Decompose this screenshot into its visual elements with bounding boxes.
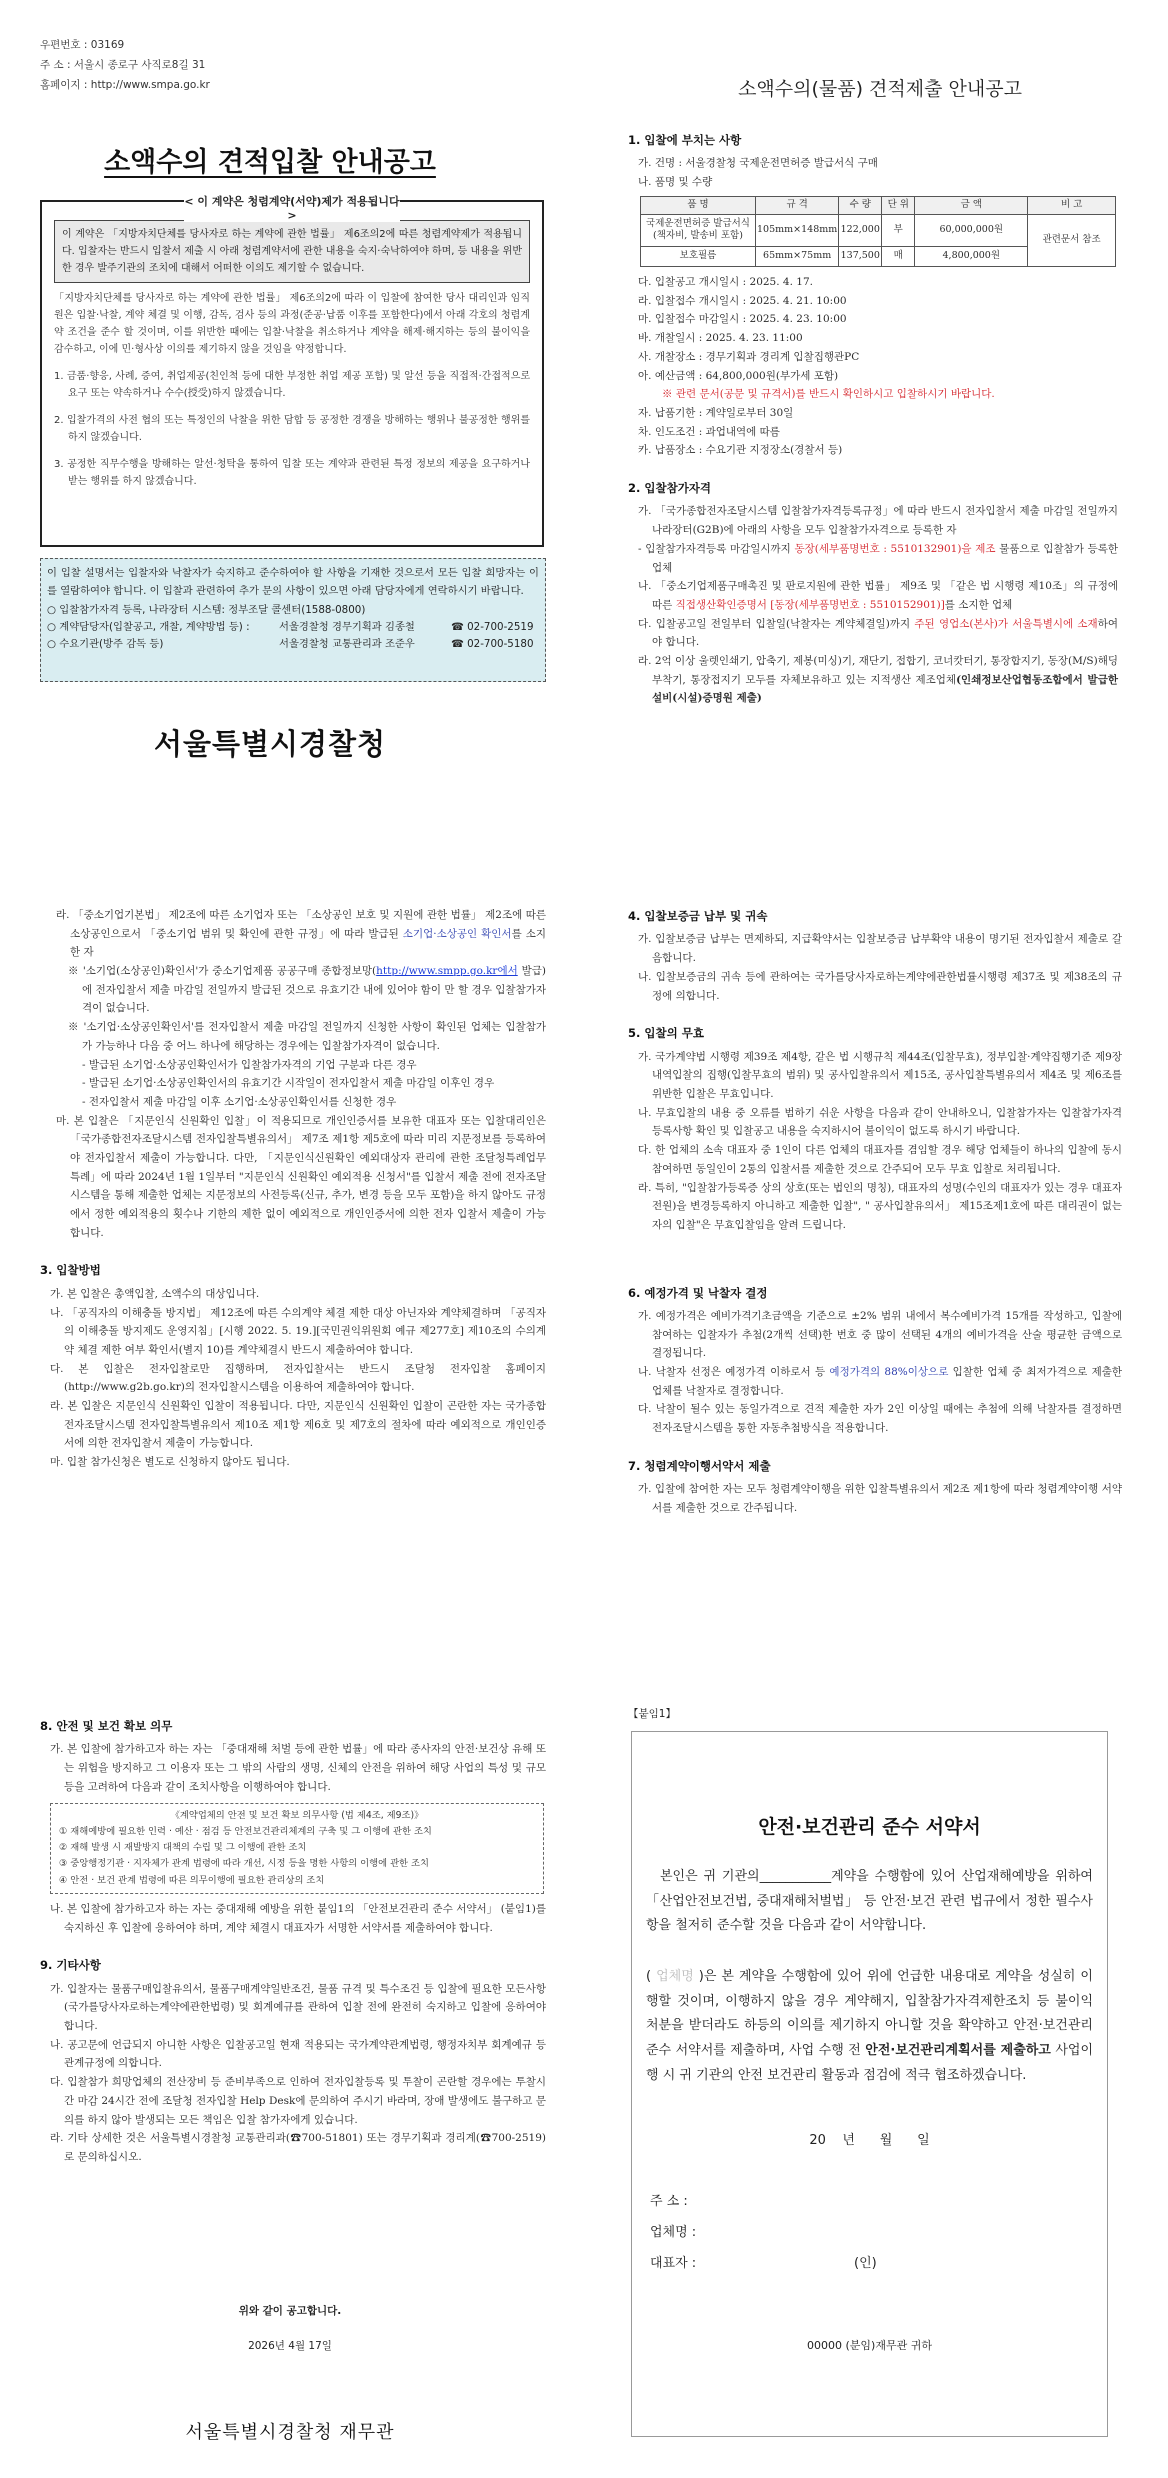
pledge-form [631, 1731, 1108, 2437]
s1-item-sa: 사. 개찰장소 : 경무기획과 경리계 입찰집행관PC [638, 350, 860, 363]
integrity-paragraph: 「지방자치단체를 당사자로 하는 계약에 관한 법률」 제6조의2에 따라 이 입찰에 참여한 당사 대리인과 임직원은 입찰·낙찰, 계약 체결 및 이행, 감독, 검사 등의 과정(준공·납품 이후를 포함한다)에서 아래 각호의 청렴계약 조건을 준수 할 것이며, 이를 위반한 때에는 입찰·낙찰을 취소하거나 계약을 해제·해지하는 등의 불이익을 감수하고, 이에 민·형사상 이의를 제기하지 않을 것임을 약정합니다. [54, 293, 530, 355]
estimate-title: 소액수의(물품) 견적제출 안내공고 [738, 78, 1022, 100]
s2-item-na: 나. 「중소기업제품구매촉진 및 판로지원에 관한 법률」 제9조 및 「같은 법 시행령 제10조」의 규정에 따른 직접생산확인증명서 [동장(세부품명번호 : 5510152901)]를 소지한 업체 [638, 580, 1118, 611]
ceo-field-label: 대표자 : [650, 2255, 697, 2271]
cell-spec: 105mm×148mm [756, 214, 839, 247]
s3-item-na: 나. 「공직자의 이해충돌 방지법」 제12조에 따른 수의계약 체결 제한 대상 아닌자와 계약체결하며 「공직자의 이해충돌 방지제도 운영지침」[시행 2022. 5. 19.][국민권익위원회 예규 제277호] 제10조의 수의계약 체결 제한 여부 확인서(별지 10)를 계약체결시 반드시 제출하여야 합니다. [50, 1306, 546, 1356]
contact-row-2 [47, 619, 541, 637]
s1-item-da: 다. 입찰공고 개시일시 : 2025. 4. 17. [638, 276, 813, 289]
s9-item-da: 다. 입찰참가 희망업체의 전산장비 등 준비부족으로 인하여 전자입찰등록 및 투찰이 곤란할 경우에는 투찰시간 마감 24시간 전에 조달청 전자입찰 Help Desk에 문의하여 주시기 바라며, 장애 발생에도 불구하고 문의를 하지 않아 발생되는 모든 책임은 입찰 참가자에게 있습니다. [50, 2076, 546, 2126]
safety-duty-box [50, 1803, 544, 1894]
s9-item-na: 나. 공고문에 언급되지 아니한 사항은 입찰공고일 현재 적용되는 국가계약관계법령, 행정자치부 회계예규 등 관계규정에 의합니다. [50, 2038, 546, 2070]
seal-mark: (인) [854, 2255, 877, 2271]
cell-qty: 122,000 [839, 214, 882, 247]
s1-item-ba: 바. 개찰일시 : 2025. 4. 23. 11:00 [638, 332, 803, 345]
s1-item-ma: 마. 입찰접수 마감일시 : 2025. 4. 23. 10:00 [638, 313, 847, 326]
s3-item-ma: 마. 입찰 참가신청은 별도로 신청하지 않아도 됩니다. [50, 1456, 290, 1469]
contact-1-label: ○ 입찰참가자격 등록, 나라장터 시스템: 정부조달 콜센터(1588-0800) [47, 604, 366, 616]
cell-amount: 60,000,000원 [915, 214, 1028, 247]
section-3-heading: 3. 입찰방법 [40, 1263, 101, 1278]
contact-3-person: 서울경찰청 교통관리과 조준우 [279, 638, 415, 650]
cell-name: 국제운전면허증 발급서식 (책자비, 발송비 포함) [641, 214, 756, 247]
smpp-link[interactable]: http://www.smpp.go.kr [376, 965, 498, 978]
notice-title [0, 140, 540, 179]
s6-item-ga: 가. 예정가격은 예비가격기초금액을 기준으로 ±2% 범위 내에서 복수예비가격 15개를 작성하고, 입찰에 참여하는 입찰자가 추첨(2개씩 선택)한 번호 중 많이 선택된 4개의 예비가격을 산술 평균한 금액으로 결정됩니다. [638, 1310, 1122, 1360]
safety-item-3: ③ 중앙행정기관 · 지자체가 관계 법령에 따라 개선, 시정 등을 명한 사항의 이행에 관한 조치 [59, 1858, 429, 1870]
th-unit: 단 위 [882, 196, 915, 214]
pledge-paragraph-1: 본인은 귀 기관의___________계약을 수행함에 있어 산업재해예방을 위하여 「산업안전보건법, 중대재해처벌법」 등 안전·보건 관련 법규에서 정한 필수사항을 철저히 준수할 것을 다음과 같이 서약합니다. [646, 1869, 1093, 1934]
s8-item-na: 나. 본 입찰에 참가하고자 하는 자는 중대재해 예방을 위한 붙임1의 「안전보건관리 준수 서약서」 (붙임1)를 숙지하신 후 입찰에 응하여야 하며, 계약 체결시 대표자가 서명한 서약서를 제출하여야 합니다. [50, 1902, 546, 1934]
th-remark: 비 고 [1028, 196, 1116, 214]
contact-row-1 [47, 602, 365, 620]
s5-item-na: 나. 무효입찰의 내용 중 오류를 범하기 쉬운 사항을 다음과 같이 안내하오니, 입찰참가자는 입찰참가자격 등록사항 확인 및 입찰공고 내용을 숙지하시어 불이익이 없도록 하시기 바랍니다. [638, 1106, 1122, 1138]
notice-title-text: 소액수의 견적입찰 안내공고 [104, 147, 436, 178]
integrity-box [40, 195, 544, 547]
note-dash-3: - 전자입찰서 제출 마감일 이후 소기업·소상공인확인서를 신청한 경우 [82, 1095, 397, 1108]
pledge-title: 안전·보건관리 준수 서약서 [758, 1816, 981, 1838]
note-1: ※ '소기업(소상공인)확인서'가 중소기업제품 공공구매 종합정보망(http://www.smpp.go.kr에서 발급)에 전자입찰서 제출 마감일 전일까지 발급된 것으로 유효기간 내에 있어야 함이 만 할 경우 입찰참가자격이 없습니다. [68, 965, 546, 1015]
cell-remark: 관련문서 참조 [1028, 214, 1116, 266]
s4-item-na: 나. 입찰보증금의 귀속 등에 관하여는 국가를당사자로하는계약에관한법률시행령 제37조 및 제38조의 규정에 의합니다. [638, 970, 1122, 1002]
homepage: 홈페이지 : http://www.smpa.go.kr [40, 78, 210, 91]
safety-item-2: ② 재해 발생 시 재발방지 대책의 수립 및 그 이행에 관한 조치 [59, 1842, 307, 1854]
cell-spec: 65mm×75mm [756, 247, 839, 267]
s9-item-ga: 가. 입찰자는 물품구매입찰유의서, 물품구매계약일반조건, 물품 규격 및 특수조건 등 입찰에 필요한 모든사항(국가를당사자로하는계약에관한법령) 및 회계예규를 관하여 입찰 전에 완전히 숙지하고 입찰에 응하여야 합니다. [50, 1982, 546, 2033]
address: 주 소 : 서울시 종로구 사직로8길 31 [40, 58, 206, 71]
s8-item-ga: 가. 본 입찰에 참가하고자 하는 자는 「중대재해 처벌 등에 관한 법률」에 따라 종사자의 안전·보건상 유해 또는 위험을 방지하고 그 이용자 또는 그 밖의 사람의 생명, 신체의 안전을 위하여 해당 사업의 특성 및 규모 등을 고려하여 다음과 같이 조치사항을 이행하여야 합니다. [50, 1743, 546, 1793]
integrity-inner-text: 이 계약은 「지방자치단체를 당사자로 하는 계약에 관한 법률」 제6조의2에 따른 청렴계약제가 적용됩니다. 입찰자는 반드시 입찰서 제출 시 아래 청렴계약서에 관한 내용을 숙지·숙낙하여야 하며, 등 내용을 위반한 경우 발주기관의 조치에 대해서 어떠한 이의도 제기할 수 없습니다. [62, 229, 522, 274]
s1-item-cha: 차. 인도조건 : 과업내역에 따름 [638, 425, 780, 438]
s2-item-ra: 라. 2억 이상 울렛인쇄기, 압축기, 제봉(미싱)기, 재단기, 접합기, 코너캇터기, 통장합지기, 동장(M/S)해딩 부착기, 통장접지기 모두를 자체보유하고 있는 지적생산 제조업체(인쇄정보산업협동조합에서 발급한 설비(시설)증명원 제출) [638, 654, 1118, 705]
section-4-heading: 4. 입찰보증금 납부 및 귀속 [628, 909, 768, 923]
integrity-header: < 이 계약은 청렴계약(서약)제가 적용됩니다 > [184, 195, 400, 222]
s3-item-ga: 가. 본 입찰은 총액입찰, 소액수의 대상입니다. [50, 1287, 260, 1300]
cell-unit: 부 [882, 214, 915, 247]
s1-warning: ※ 관련 문서(공문 및 규격서)를 반드시 확인하시고 입찰하시기 바랍니다. [662, 388, 995, 401]
pledge-paragraph-2: ( 업체명 )은 본 계약을 수행함에 있어 위에 언급한 내용대로 계약을 성실히 이행할 것이며, 이행하지 않을 경우 계약해지, 입찰참가자격제한조치 등 불이익 처분을 받더라도 하등의 이의를 제기하지 아니할 것을 확약하고 안전·보건관리 준수 서약서를 제출하며, 사업 수행 전 안전·보건관리계획서를 제출하고 사업이행 시 귀 기관의 안전 보건관리 활동과 점검에 적극 협조하겠습니다. [646, 1969, 1094, 2083]
agency-name: 서울특별시경찰청 [153, 727, 387, 761]
contact-2-person: 서울경찰청 경무기획과 김종철 [279, 621, 415, 633]
s5-item-ga: 가. 국가계약법 시행령 제39조 제4항, 같은 법 시행규칙 제44조(입찰무효), 정부입찰·계약집행기준 제9장 내역입찰의 집행(입찰무효의 범위) 및 공사입찰유의서 제15조, 공사입찰특별유의서 제4조 및 제6조를 위반한 입찰은 무효입니다. [638, 1050, 1122, 1101]
contact-3-phone: ☎ 02-700-5180 [451, 638, 534, 650]
s9-item-ra: 라. 기타 상세한 것은 서울특별시경찰청 교통관리과(☎700-51801) 또는 경무기획과 경리계(☎700-2519)로 문의하십시오. [50, 2132, 546, 2163]
s7-item-ga: 가. 입찰에 참여한 자는 모두 청렴계약이행을 위한 입찰특별유의서 제2조 제1항에 따라 청렴계약이행 서약서를 제출한 것으로 간주됩니다. [638, 1483, 1122, 1514]
th-name: 품 명 [641, 196, 756, 214]
cell-amount: 4,800,000원 [915, 247, 1028, 267]
s5-item-da: 다. 한 업체의 소속 대표자 중 1인이 다른 업체의 대표자를 겸임할 경우 해당 업체들이 하나의 입찰에 동시 참여하면 동일인이 2통의 입찰서를 제출한 것으로 간주되어 모두 무효 입찰로 처리됩니다. [638, 1144, 1122, 1175]
attachment-tag: 【붙임1】 [628, 1708, 676, 1720]
s2-item-da: 다. 입찰공고일 전일부터 입찰일(낙찰자는 계약체결일)까지 주된 영업소(본사)가 서울특별시에 소재하여야 합니다. [638, 617, 1118, 649]
section-7-heading: 7. 청렴계약이행서약서 제출 [628, 1458, 771, 1473]
section-1-heading: 1. 입찰에 부치는 사항 [628, 133, 742, 147]
small-biz-cert: 소기업·소상공인 확인서 [402, 927, 512, 940]
th-qty: 수 량 [839, 196, 882, 214]
section-6-heading: 6. 예정가격 및 낙찰자 결정 [628, 1285, 768, 1300]
s1-item-ka: 카. 납품장소 : 수요기관 지정장소(경찰서 등) [638, 444, 843, 457]
notice-date: 2026년 4월 17일 [248, 2340, 332, 2352]
section-2-heading: 2. 입찰참가자격 [628, 480, 712, 495]
s1-item-ja: 자. 납품기한 : 계약일로부터 30일 [638, 406, 794, 419]
th-amount: 금 액 [915, 196, 1028, 214]
cell-name: 보호필름 [641, 247, 756, 267]
contact-row-3 [47, 636, 541, 654]
s2-item-dash: - 입찰참가자격등록 마감일시까지 동장(세부품명번호 : 5510132901)을 제조 물품으로 입찰참가 등록한 업체 [638, 542, 1118, 574]
s2-item-ra-small-biz: 라. 「중소기업기본법」 제2조에 따른 소기업자 또는 「소상공인 보호 및 지원에 관한 법률」 제2조에 따른 소상공인으로서 「중소기업 범위 및 확인에 관한 규정」에 따라 발급된 소기업·소상공인 확인서를 소지한 자 [56, 909, 546, 959]
section-8-heading: 8. 안전 및 보건 확보 의무 [40, 1719, 173, 1733]
contact-box [40, 558, 546, 682]
s5-item-ra: 라. 특히, "입찰참가등록증 상의 상호(또는 법인의 명칭), 대표자의 성명(수인의 대표자가 있는 경우 대표자 전원)을 변경등록하지 아니하고 제출한 입찰", " 공사입찰유의서」 제15조제1호에 따른 대리권이 없는 자의 입찰"은 무효입찰임을 알려 드립니다. [638, 1181, 1122, 1231]
s1-item-ra: 라. 입찰접수 개시일시 : 2025. 4. 21. 10:00 [638, 294, 847, 307]
s6-item-da: 다. 낙찰이 될수 있는 동일가격으로 견적 제출한 자가 2인 이상일 때에는 추첨에 의해 낙찰자를 결정하면 전자조달시스템을 통한 자동추첨방식을 적용합니다. [638, 1403, 1122, 1435]
closing-text: 위와 같이 공고합니다. [238, 2305, 342, 2317]
pledge-date: 20 년 월 일 [809, 2132, 930, 2148]
contact-3-label: ○ 수요기관(방주 감독 등) [47, 638, 164, 650]
note-dash-1: - 발급된 소기업·소상공인확인서가 입찰참가자격의 기업 구분과 다른 경우 [82, 1058, 417, 1071]
th-spec: 규 격 [756, 196, 839, 214]
postal-code: 우편번호 : 03169 [40, 39, 125, 51]
s6-item-na: 나. 낙찰자 선정은 예정가격 이하로서 등 예정가격의 88%이상으로 입찰한 업체 중 최저가격으로 제출한 업체를 낙찰자로 결정합니다. [638, 1366, 1122, 1397]
safety-box-title: 《계약업체의 안전 및 보건 확보 의무사항 (법 제4조, 제9조)》 [170, 1809, 424, 1821]
cell-unit: 매 [882, 247, 915, 267]
safety-item-1: ① 재해예방에 필요한 인력 · 예산 · 점검 등 안전보건관리체계의 구축 및 그 이행에 관한 조치 [59, 1825, 432, 1837]
cell-qty: 137,500 [839, 247, 882, 267]
address-field-label: 주 소 : [650, 2193, 688, 2209]
section-9-heading: 9. 기타사항 [40, 1958, 101, 1973]
s3-item-ra: 라. 본 입찰은 지문인식 신원확인 입찰이 적용됩니다. 다만, 지문인식 신원확인 입찰이 곤란한 자는 국가종합전자조달시스템 전자입찰특별유의서 제10조 제1항 제6호 및 제7호의 절차에 따라 예외적으로 개인인증서에 의한 전자입찰서 제출이 가능합니다. [50, 1399, 546, 1450]
integrity-item-3: 3. 공정한 직무수행을 방해하는 알선·청탁을 통하여 입찰 또는 계약과 관련된 특정 정보의 제공을 요구하거나 받는 행위를 하지 않겠습니다. [54, 459, 530, 487]
s1-item-a: 아. 예산금액 : 64,800,000원(부가세 포함) [638, 369, 839, 382]
safety-item-4: ④ 안전 · 보건 관계 법령에 따른 의무이행에 필요한 관리상의 조치 [59, 1874, 325, 1886]
integrity-item-2: 2. 입찰가격의 사전 협의 또는 특정인의 낙찰을 위한 담합 등 공정한 경쟁을 방해하는 행위나 불공정한 행위를 하지 않겠습니다. [54, 415, 530, 443]
contact-intro: 이 입찰 설명서는 입찰자와 낙찰자가 숙지하고 준수하여야 할 사항을 기재한 것으로서 모든 입찰 희망자는 이를 열람하여야 합니다. 이 입찰과 관련하여 추가 문의 사항이 있으면 아래 담당자에게 연락하시기 바랍니다. [47, 567, 539, 597]
section-5-heading: 5. 입찰의 무효 [628, 1026, 704, 1041]
integrity-inner-box [54, 220, 530, 283]
items-table [640, 196, 1116, 267]
company-name-placeholder[interactable]: 업체명 [656, 1969, 694, 1985]
s4-item-ga: 가. 입찰보증금 납부는 면제하되, 지급확약서는 입찰보증금 납부확약 내용이 명기된 전자입찰서 제출로 갈음합니다. [638, 933, 1122, 965]
pledge-addressee: 00000 (분임)재무관 귀하 [807, 2339, 932, 2353]
s1-item-ga: 가. 건명 : 서울경찰청 국제운전면허증 발급서식 구매 [638, 157, 878, 170]
s3-item-da: 다. 본 입찰은 전자입찰로만 집행하며, 전자입찰서는 반드시 조달청 전자입찰 홈페이지 (http://www.g2b.go.kr)의 전자입찰시스템을 이용하여 제출하여야 합니다. [50, 1362, 546, 1394]
note-dash-2: - 발급된 소기업·소상공인확인서의 유효기간 시작일이 전자입찰서 제출 마감일 이후인 경우 [82, 1077, 495, 1090]
table-row [641, 214, 1116, 247]
s2-item-ma: 마. 본 입찰은 「지문인식 신원확인 입찰」이 적용되므로 개인인증서를 보유한 대표자 또는 입찰대리인은 「국가종합전자조달시스템 전자입찰특별유의서」 제7조 제1항 제5호에 따라 미리 지문정보를 등록하여야 전자입찰서 제출이 가능합니다. 다만, 「지문인식신원확인 예외대상자 관리에 관한 조달청특례업무 특례」에 따라 2024년 1월 1일부터 "지문인식 신원확인 예외적용 신청서"를 입찰서 제출 전에 전자조달시스템을 통해 제출한 업체는 지문정보의 사전등록(신규, 추가, 변경 등을 모두 포함)을 하지 않아도 규정에서 정한 예외적용의 횟수나 기한의 제한 없이 예외적으로 개인인증서에 의한 전자 입찰서 제출이 가능합니다. [56, 1114, 546, 1239]
s2-item-ga: 가. 「국가종합전자조달시스템 입찰참가자격등록규정」에 따라 반드시 전자입찰서 제출 마감일 전일까지 나라장터(G2B)에 아래의 사항을 모두 입찰참가자격으로 등록한 자 [638, 505, 1118, 537]
signer: 서울특별시경찰청 재무관 [185, 2422, 395, 2443]
integrity-item-1: 1. 금품·향응, 사례, 증여, 취업제공(친인척 등에 대한 부정한 취업 제공 포함) 및 알선 등을 직접적·간접적으로 요구 또는 약속하거나 수수(授受)하지 않겠습니다. [54, 371, 530, 399]
contact-2-phone: ☎ 02-700-2519 [451, 621, 534, 633]
contact-2-label: ○ 계약담당자(입찰공고, 개찰, 계약방법 등) : [47, 621, 250, 633]
company-field-label: 업체명 : [650, 2224, 697, 2240]
smpp-link-suffix[interactable]: 에서 [497, 965, 518, 978]
note-2: ※ '소기업·소상공인확인서'를 전자입찰서 제출 마감일 전일까지 신청한 사항이 확인된 업체는 입찰참가가 가능하나 다음 중 어느 하나에 해당하는 경우에는 입찰참가자격이 없습니다. [68, 1021, 546, 1052]
s1-item-na: 나. 품명 및 수량 [638, 176, 713, 189]
